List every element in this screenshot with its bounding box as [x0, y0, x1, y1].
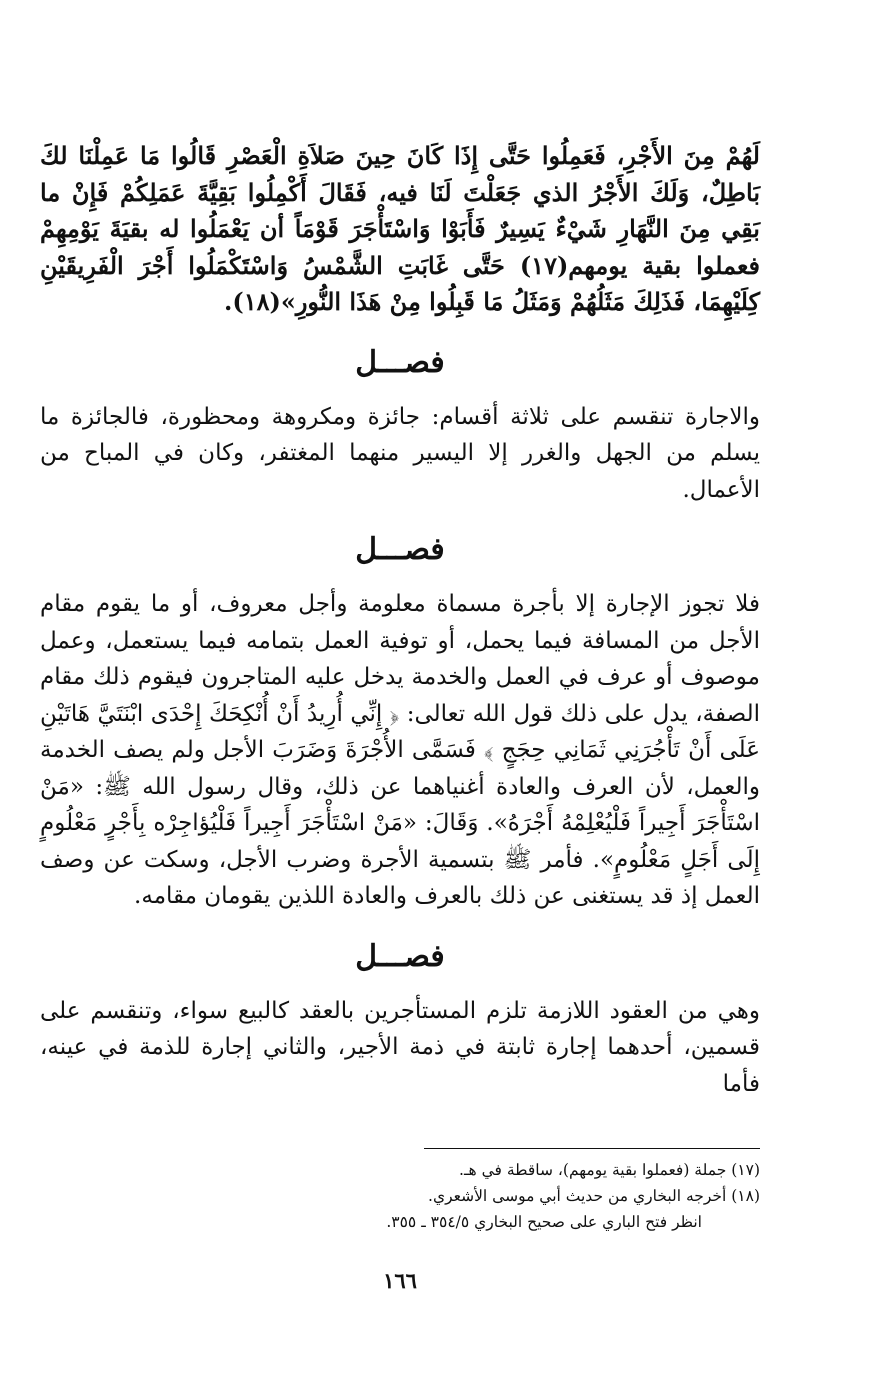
section-heading-3: فصـــل — [355, 938, 445, 974]
paragraph-1: والاجارة تنقسم على ثلاثة أقسام: جائزة ومكروهة ومحظورة، فالجائزة ما يسلم من الجهل والغرر إلا اليسير منهما المغتفر، وكان في المباح من الأعمال. — [40, 403, 760, 503]
section-heading-1: فصـــل — [355, 344, 445, 380]
footnote-divider — [424, 1148, 760, 1149]
footnotes-area — [40, 1148, 760, 1235]
page-number: ١٦٦ — [383, 1268, 417, 1293]
book-page — [40, 138, 760, 1318]
paragraph-2: فلا تجوز الإجارة إلا بأجرة مسماة معلومة وأجل معروف، أو ما يقوم مقام الأجل من المسافة فيما يحمل، أو توفية العمل بتمامه فيما يستعمل، وعمل موصوف أو عرف في العمل والخدمة يدخل عليه المتاجرون فيقوم ذلك مقام الصفة، يدل على ذلك قول الله تعالى: ﴿ إِنِّي أُرِيدُ أَنْ أُنْكِحَكَ إِحْدَى ابْنَتَيَّ هَاتَيْنِ عَلَى أَنْ تَأْجُرَنِي ثَمَانِي حِجَجٍ ﴾ فَسَمَّى الأُجْرَةَ وَضَرَبَ الأجل ولم يصف الخدمة والعمل، لأن العرف والعادة أغنياهما عن ذلك، وقال رسول الله ﷺ: «مَنْ اسْتَأْجَرَ أَجِيراً فَلْيُعْلِمْهُ أَجْرَهُ». وَقَالَ: «مَنْ اسْتَأْجَرَ أَجِيراً فَلْيُؤاجِرْه بِأَجْرٍ مَعْلُومٍ إِلَى أَجَلٍ مَعْلُومٍ». فأمر ﷺ بتسمية الأجرة وضرب الأجل، وسكت عن وصف العمل إذ قد يستغنى عن ذلك بالعرف والعادة اللذين يقومان مقامه. — [40, 591, 760, 909]
paragraph-3: وهي من العقود اللازمة تلزم المستأجرين بالعقد كالبيع سواء، وتنقسم على قسمين، أحدهما إجارة ثابتة في ذمة الأجير، والثاني إجارة للذمة في عينه، فأما — [40, 997, 760, 1097]
footnote-18-reference: انظر فتح الباري على صحيح البخاري ٣٥٤/٥ ـ ٣٥٥. — [386, 1213, 702, 1231]
footnote-18: (١٨) أخرجه البخاري من حديث أبي موسى الأشعري. — [428, 1187, 760, 1205]
section-heading-2: فصـــل — [355, 532, 445, 567]
intro-paragraph: لَهُمْ مِنَ الأَجْرِ، فَعَمِلُوا حَتَّى إِذَا كَانَ حِينَ صَلاَةِ الْعَصْرِ قَالُوا مَا عَمِلْنَا لكَ بَاطِلٌ، وَلَكَ الأَجْرُ الذي جَعَلْتَ لَنَا فيه، فَقَالَ أَكْمِلُوا بَقِيَّةَ عَمَلِكُمْ فَإِنْ ما بَقِي مِنَ النَّهَارِ شَيْءٌ يَسِيرٌ فَأَبَوْا وَاسْتَأْجَرَ قَوْمَاً أن يَعْمَلُوا له بقيَةَ يَوْمِهِمْ فعملوا بقية يومهم(١٧) حَتَّى غَابَتِ الشَّمْسُ وَاسْتَكْمَلُوا أَجْرَ الْفَرِيقَيْنِ كِلَيْهِمَا، فَذَلِكَ مَثَلُهُمْ وَمَثَلُ مَا قَبِلُوا مِنْ هَذَا النُّورِ»(١٨). — [40, 141, 760, 316]
footnote-17: (١٧) جملة (فعملوا بقية يومهم)، ساقطة في هـ. — [459, 1161, 760, 1179]
